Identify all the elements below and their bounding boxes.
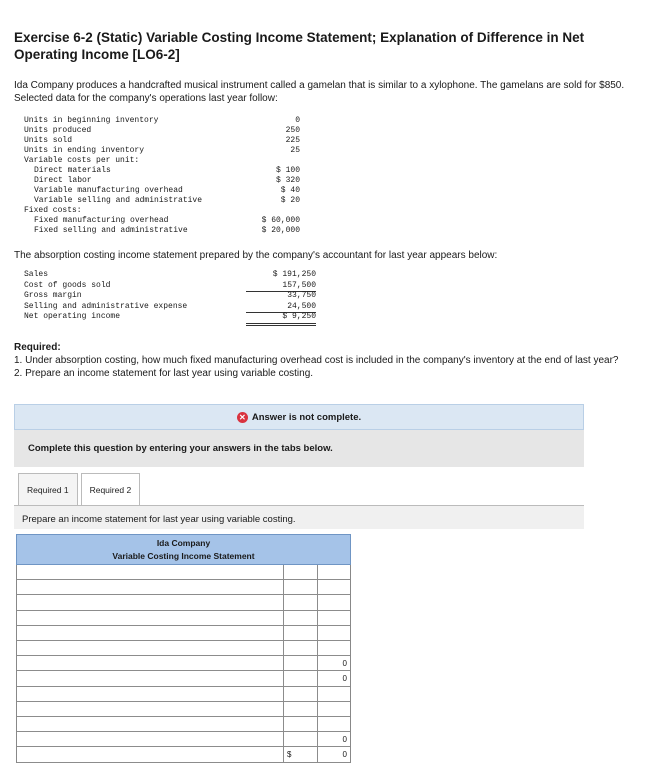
data-row-label: Units sold <box>24 136 73 145</box>
absorption-row-value: 157,500 <box>246 281 316 293</box>
required-list <box>14 355 634 380</box>
data-row-label: Variable manufacturing overhead <box>34 186 183 195</box>
data-row <box>24 196 314 206</box>
absorption-row-label: Net operating income <box>24 312 121 321</box>
data-row <box>24 146 314 156</box>
intro-paragraph: Ida Company produces a handcrafted musical instrument called a gamelan that is similar to a xylophone. The gamelans are sold for $850. Selected data for the company's operations last year follow: <box>14 80 625 104</box>
error-x-icon: ✕ <box>237 412 248 423</box>
absorption-row-label: Sales <box>24 270 49 279</box>
statement-amount-cell[interactable]: 0 <box>342 750 347 760</box>
statement-row[interactable] <box>17 595 350 610</box>
data-row <box>24 126 314 136</box>
statement-row[interactable] <box>17 641 350 656</box>
data-row <box>24 116 314 126</box>
absorption-row <box>24 302 316 313</box>
company-name: Ida Company <box>156 538 211 548</box>
data-row-label: Direct materials <box>34 166 111 175</box>
absorption-income-statement <box>24 270 316 323</box>
statement-row[interactable] <box>17 656 350 671</box>
data-row-label: Variable costs per unit: <box>24 156 140 165</box>
required-2-text: 2. Prepare an income statement for last year using variable costing. <box>14 367 314 379</box>
data-row <box>24 156 314 166</box>
statement-row[interactable] <box>17 687 350 702</box>
data-row-label: Fixed manufacturing overhead <box>34 216 169 225</box>
data-row <box>24 166 314 176</box>
data-row-value: 0 <box>295 116 300 125</box>
answer-status-banner <box>14 404 584 430</box>
statement-header <box>16 534 351 565</box>
data-row-value: 250 <box>285 126 300 135</box>
absorption-row <box>24 270 316 281</box>
data-row-label: Fixed selling and administrative <box>34 226 188 235</box>
statement-row[interactable] <box>17 747 350 762</box>
statement-row[interactable] <box>17 732 350 747</box>
absorption-row-value: $ 191,250 <box>272 270 316 279</box>
absorption-row-value: 33,750 <box>287 291 316 300</box>
absorption-row-value: $ 9,250 <box>246 312 316 326</box>
data-row-value: $ 20,000 <box>261 226 300 235</box>
absorption-row-label: Gross margin <box>24 291 82 300</box>
tab-panel-instruction: Prepare an income statement for last year using variable costing. <box>14 505 584 529</box>
statement-row[interactable] <box>17 717 350 732</box>
absorption-row-label: Cost of goods sold <box>24 280 111 290</box>
dollar-sign: $ <box>287 750 292 760</box>
absorption-row <box>24 281 316 292</box>
statement-amount-cell[interactable]: 0 <box>342 674 347 684</box>
data-row-label: Units in ending inventory <box>24 146 145 155</box>
statement-row[interactable] <box>17 565 350 580</box>
data-row-value: $ 100 <box>275 166 300 175</box>
statement-row[interactable] <box>17 702 350 717</box>
statement-row[interactable] <box>17 671 350 686</box>
tab-required-1[interactable]: Required 1 <box>18 473 78 506</box>
statement-row[interactable] <box>17 611 350 626</box>
data-row-label: Units in beginning inventory <box>24 116 159 125</box>
statement-amount-cell[interactable]: 0 <box>342 735 347 745</box>
tab-required-2[interactable]: Required 2 <box>81 473 141 506</box>
statement-row[interactable] <box>17 626 350 641</box>
absorption-row <box>24 312 316 323</box>
statement-amount-cell[interactable]: 0 <box>342 659 347 669</box>
data-row <box>24 226 314 236</box>
statement-grid <box>16 565 351 763</box>
question-tabs <box>18 473 143 506</box>
required-1-text: 1. Under absorption costing, how much fixed manufacturing overhead cost is included in the company's inventory at the end of last year? <box>14 355 619 366</box>
data-row <box>24 216 314 226</box>
instructions-box <box>14 430 584 467</box>
data-row-value: 25 <box>290 146 300 155</box>
data-row <box>24 136 314 146</box>
data-row-label: Fixed costs: <box>24 206 82 215</box>
statement-row[interactable] <box>17 580 350 595</box>
data-row <box>24 186 314 196</box>
status-text: Answer is not complete. <box>251 411 362 423</box>
data-row-value: 225 <box>285 136 300 145</box>
data-row <box>24 176 314 186</box>
statement-title: Variable Costing Income Statement <box>112 551 255 561</box>
data-row-value: $ 320 <box>275 176 300 185</box>
data-row-value: $ 20 <box>280 196 300 205</box>
absorption-row-value: 24,500 <box>246 302 316 314</box>
data-row-label: Units produced <box>24 126 92 135</box>
exercise-title: Exercise 6-2 (Static) Variable Costing Income Statement; Explanation of Difference in Net Operating Income [LO6-2] <box>14 30 585 62</box>
absorption-row-label: Selling and administrative expense <box>24 301 188 311</box>
selected-data-table <box>24 116 314 236</box>
data-row-value: $ 40 <box>280 186 300 195</box>
data-row <box>24 206 314 216</box>
required-heading: Required: <box>14 342 61 353</box>
variable-costing-statement <box>16 534 351 763</box>
data-row-label: Direct labor <box>34 176 92 185</box>
data-row-label: Variable selling and administrative <box>34 196 203 205</box>
data-row-value: $ 60,000 <box>261 216 300 225</box>
complete-text: Complete this question by entering your answers in the tabs below. <box>28 443 333 454</box>
absorption-intro: The absorption costing income statement prepared by the company's accountant for last year appears below: <box>14 250 498 261</box>
absorption-row <box>24 291 316 302</box>
